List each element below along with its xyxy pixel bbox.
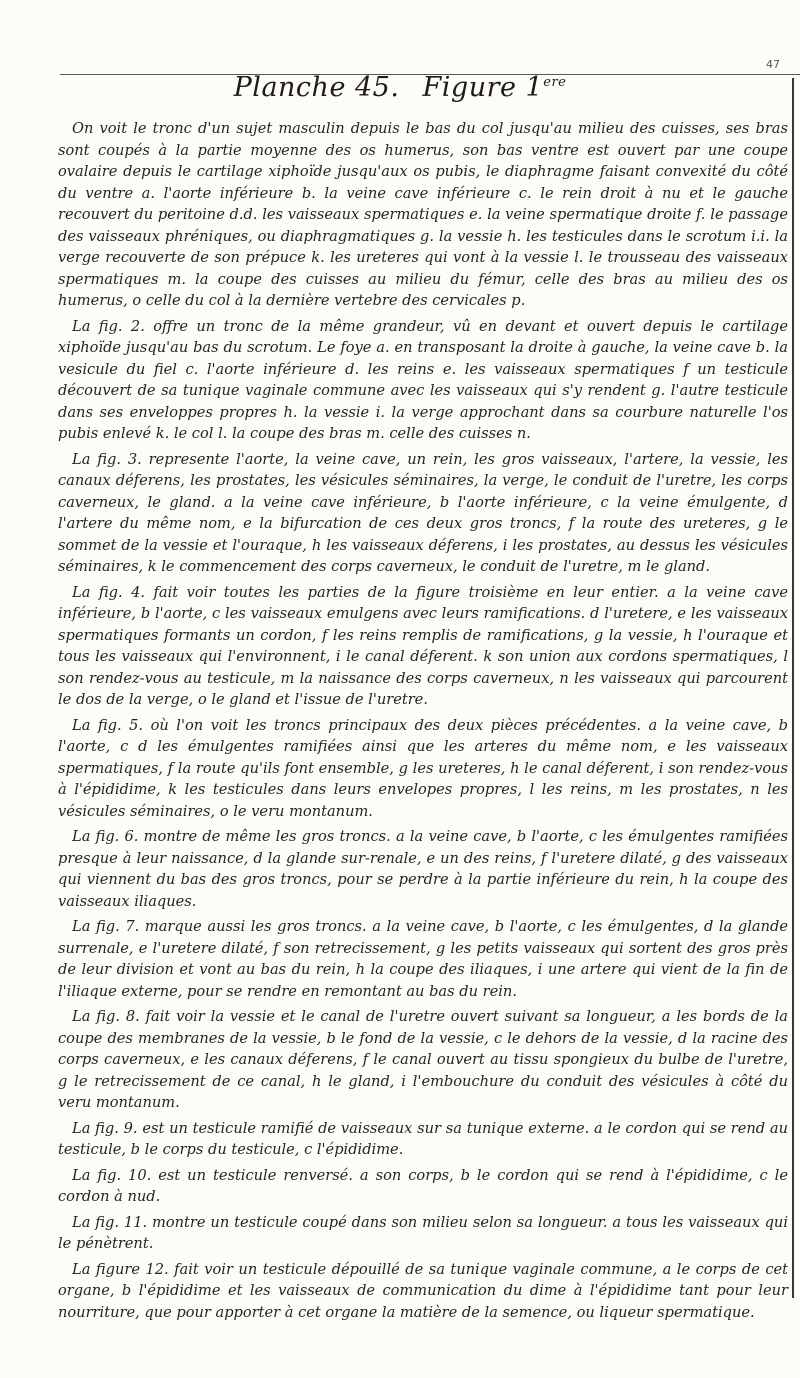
paragraph-fig-3: La fig. 3. represente l'aorte, la veine cave, un rein, les gros vaisseaux, l'artere, la vessie, les canaux déferens, les prostates, les vésicules séminaires, la verge, le conduit de l'uretre, les corps caverneux, le gland. a la veine cave inférieure, b l'aorte inférieure, c la veine émulgente, d l'artere du même nom, e la bifurcation de ces deux gros troncs, f la route des ureteres, g le sommet de la vessie et l'ouraque, h les vaisseaux déferens, i les prostates, au dessus les vésicules séminaires, k le commencement des corps caverneux, le conduit de l'uretre, m le gland. [58,450,788,575]
corner-page-mark: 47 [766,58,780,71]
paragraph-fig-12: La figure 12. fait voir un testicule dépouillé de sa tunique vaginale commune, a le corps de cet organe, b l'épididime et les vaisseaux de communication du dime à l'épididime tant pour leur nourriture, que pour apporter à cet organe la matière de la semence, ou liqueur spermatique. [58,1260,788,1321]
paragraph-fig-6: La fig. 6. montre de même les gros troncs. a la veine cave, b l'aorte, c les émulgentes ramifiées presque à leur naissance, d la glande sur-renale, e un des reins, f l'uretere dilaté, g des vaisseaux qui viennent du bas des gros troncs, pour se perdre à la partie inférieure du rein, h la coupe des vaisseaux iliaques. [58,828,788,910]
page-right-edge [792,78,794,1298]
paragraph-fig-7: La fig. 7. marque aussi les gros troncs. a la veine cave, b l'aorte, c les émulgentes, d la glande surrenale, e l'uretere dilaté, f son retrecissement, g les petits vaisseaux qui sortent des gros près de leur division et vont au bas du rein, h la coupe des iliaques, i une artere qui vient de la fin de l'iliaque externe, pour se rendre en remontant au bas du rein. [58,918,788,1000]
paragraph-fig-1: On voit le tronc d'un sujet masculin depuis le bas du col jusqu'au milieu des cuisses, ses bras sont coupés à la partie moyenne des os humerus, son bas ventre est ouvert par une coupe ovalaire depuis le cartilage xiphoïde jusqu'aux os pubis, le diaphragme faisant convexité du côté du ventre a. l'aorte inférieure b. la veine cave inférieure c. le rein droit à nu et le gauche recouvert du peritoine d.d. les vaisseaux spermatiques e. la veine spermatique droite f. le passage des vaisseaux phréniques, ou diaphragmatiques g. la vessie h. les testicules dans le scrotum i.i. la verge recouverte de son prépuce k. les ureteres qui vont à la vessie l. le trousseau des vaisseaux spermatiques m. la coupe des cuisses au milieu du fémur, celle des bras au milieu des os humerus, o celle du col à la dernière vertebre des cervicales p. [58,120,788,309]
plate-label: Planche 45. [233,72,400,103]
paragraph-fig-8: La fig. 8. fait voir la vessie et le canal de l'uretre ouvert suivant sa longueur, a les bords de la coupe des membranes de la vessie, b le fond de la vessie, c le dehors de la vessie, d la racine des corps caverneux, e les canaux déferens, f le canal ouvert au tissu spongieux du bulbe de l'uretre, g le retrecissement de ce canal, h le gland, i l'embouchure du conduit des vésicules à côté du veru montanum. [58,1008,788,1111]
paragraph-fig-5: La fig. 5. où l'on voit les troncs principaux des deux pièces précédentes. a la veine cave, b l'aorte, c d les émulgentes ramifiées ainsi que les arteres du même nom, e les vaisseaux spermatiques, f la route qu'ils font ensemble, g les ureteres, h le canal déferent, i son rendez-vous à l'épididime, k les testicules dans leurs envelopes propres, l les reins, m les prostates, n les vésicules séminaires, o le veru montanum. [58,716,788,820]
figure-label-text: Figure 1 [422,72,544,103]
paragraph-fig-10: La fig. 10. est un testicule renversé. a son corps, b le cordon qui se rend à l'épididime, c le cordon à nud. [58,1166,788,1205]
explanation-text [58,118,788,1327]
figure-label [423,72,567,103]
paragraph-fig-9: La fig. 9. est un testicule ramifié de vaisseaux sur sa tunique externe. a le cordon qui se rend au testicule, b le corps du testicule, c l'épididime. [58,1119,788,1158]
paragraph-fig-11: La fig. 11. montre un testicule coupé dans son milieu selon sa longueur. a tous les vaisseaux qui le pénètrent. [58,1213,788,1252]
figure-label-sup: ere [543,75,567,90]
page-title [0,72,800,103]
paragraph-fig-4: La fig. 4. fait voir toutes les parties de la figure troisième en leur entier. a la veine cave inférieure, b l'aorte, c les vaisseaux emulgens avec leurs ramifications. d l'uretere, e les vaisseaux spermatiques formants un cordon, f les reins remplis de ramifications, g la vessie, h l'ouraque et tous les vaisseaux qui l'environnent, i le canal déferent. k son union aux cordons spermatiques, l son rendez-vous au testicule, m la naissance des corps caverneux, n les vaisseaux qui parcourent le dos de la verge, o le gland et l'issue de l'uretre. [58,583,788,708]
paragraph-fig-2: La fig. 2. offre un tronc de la même grandeur, vû en devant et ouvert depuis le cartilage xiphoïde jusqu'au bas du scrotum. Le foye a. en transposant la droite à gauche, la veine cave b. la vesicule du fiel c. l'aorte inférieure d. les reins e. les vaisseaux spermatiques f un testicule découvert de sa tunique vaginale commune avec les vaisseaux qui s'y rendent g. l'autre testicule dans ses enveloppes propres h. la vessie i. la verge approchant dans sa courbure naturelle l'os pubis enlevé k. le col l. la coupe des bras m. celle des cuisses n. [58,317,788,442]
